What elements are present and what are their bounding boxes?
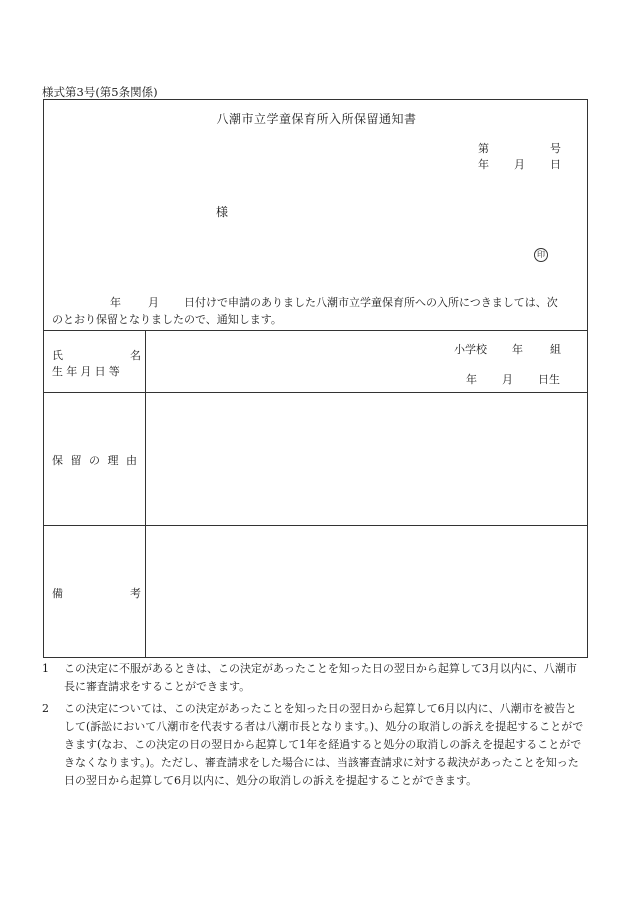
birth-label: 生年月日等 <box>52 365 123 378</box>
intro-text-line2: のとおり保留となりましたので、通知します。 <box>52 313 282 326</box>
date-month: 月 <box>514 158 525 171</box>
school-grade-label: 年 <box>512 343 523 356</box>
number-prefix: 第 <box>478 142 489 155</box>
remarks-label-first: 備 <box>52 587 63 600</box>
row-divider-2 <box>44 525 587 526</box>
reason-label: 保留の理由 <box>52 454 145 467</box>
school-class-label: 組 <box>550 343 561 356</box>
table-top-rule <box>44 330 587 331</box>
seal-mark: 印 <box>534 248 548 262</box>
note-number: 2 <box>42 702 49 715</box>
remarks-label-second: 考 <box>130 587 141 600</box>
name-label-second: 名 <box>130 349 141 362</box>
note-item <box>42 660 587 696</box>
note-text: この決定に不服があるときは、この決定があったことを知った日の翌日から起算して3月以内に、八潮市長に審査請求をすることができます。 <box>64 662 577 693</box>
number-suffix: 号 <box>550 142 561 155</box>
document-title: 八潮市立学童保育所入所保留通知書 <box>216 112 417 126</box>
birth-month-label: 月 <box>502 373 513 386</box>
date-day: 日 <box>550 158 561 171</box>
note-text: この決定については、この決定があったことを知った日の翌日から起算して6月以内に、八潮市を被告として(訴訟において八潮市を代表する者は八潮市長となります。)、処分の取消しの訴えを提起することができます(なお、この決定の日の翌日から起算して1年を経過すると処分の取消しの訴えを提起することができなくなります。)。ただし、審査請求をした場合には、当該審査請求に対する裁決があったことを知った日の翌日から起算して6月以内に、処分の取消しの訴えを提起することができます。 <box>64 702 584 787</box>
name-label-first: 氏 <box>52 349 63 362</box>
intro-year: 年 <box>110 296 121 309</box>
addressee-honorific: 様 <box>216 205 229 219</box>
intro-month: 月 <box>148 296 159 309</box>
date-year: 年 <box>478 158 489 171</box>
form-number-label: 様式第3号(第5条関係) <box>42 85 158 99</box>
note-item <box>42 700 587 790</box>
note-number: 1 <box>42 662 49 675</box>
notice-form <box>43 99 588 658</box>
intro-text-line1: 日付けで申請のありました八潮市立学童保育所への入所につきましては、次 <box>184 296 558 309</box>
birth-year-label: 年 <box>466 373 477 386</box>
birth-day-label: 日生 <box>538 373 560 386</box>
school-label: 小学校 <box>454 343 487 356</box>
row-divider-1 <box>44 392 587 393</box>
notes-section <box>42 660 587 790</box>
column-divider <box>145 330 146 657</box>
